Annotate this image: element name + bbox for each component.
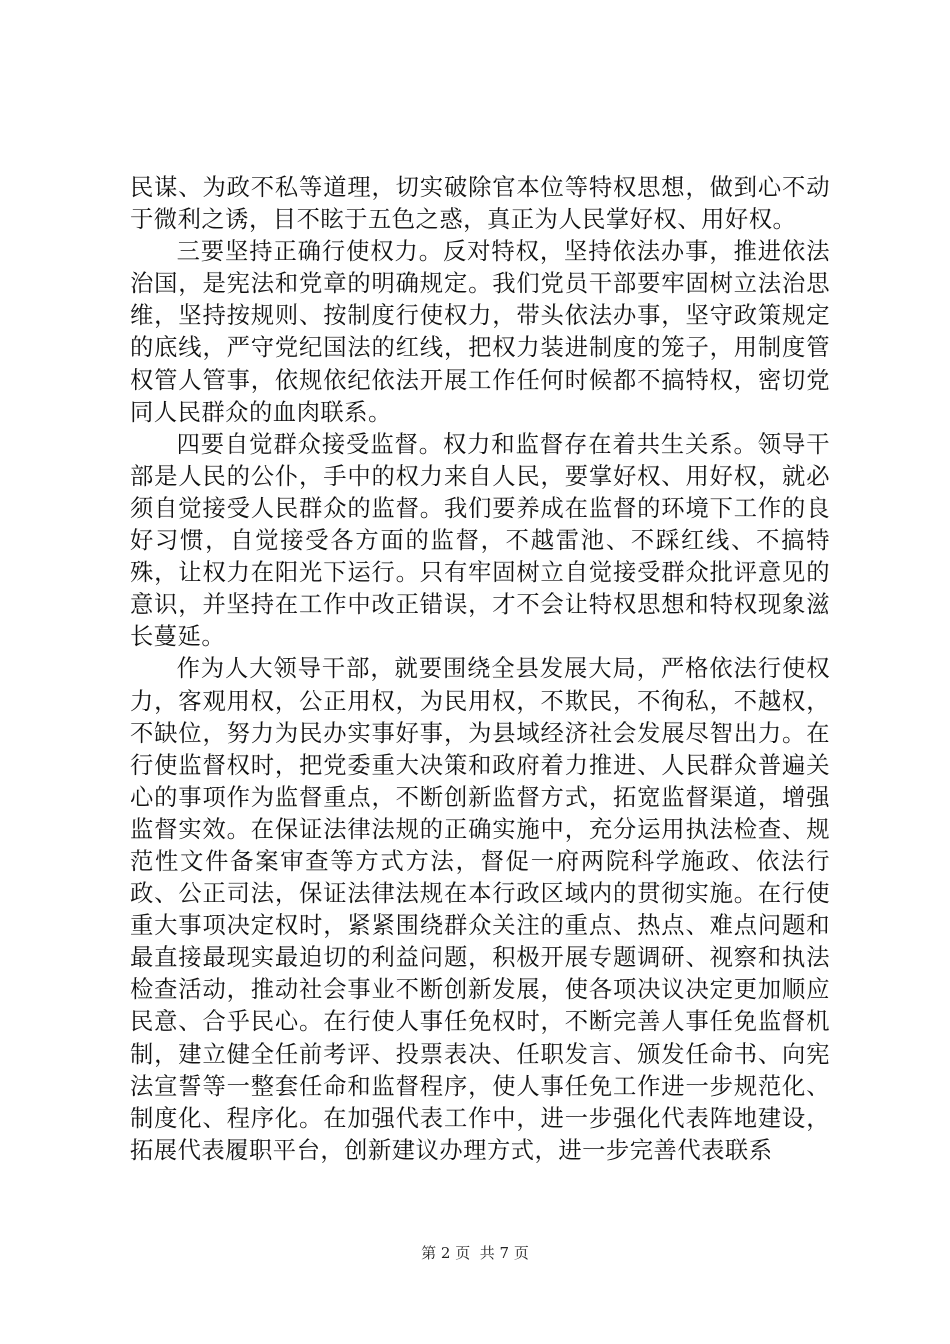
paragraph-continuation: 民谋、为政不私等道理，切实破除官本位等特权思想，做到心不动于微利之诱，目不眩于五色之惑，真正为人民掌好权、用好权。 [130,174,830,234]
body-text [130,172,830,1167]
paragraph-three-exercise-power: 三要坚持正确行使权力。反对特权，坚持依法办事，推进依法治国，是宪法和党章的明确规定。我们党员干部要牢固树立法治思维，坚持按规则、按制度行使权力，带头依法办事，坚守政策规定的底线，严守党纪国法的红线，把权力装进制度的笼子，用制度管权管人管事，依规依纪依法开展工作任何时候都不搞特权，密切党同人民群众的血肉联系。 [130,238,830,426]
paragraph-npc-leadership: 作为人大领导干部，就要围绕全县发展大局，严格依法行使权力，客观用权，公正用权，为民用权，不欺民，不徇私，不越权，不缺位，努力为民办实事好事，为县域经济社会发展尽智出力。在行使监督权时，把党委重大决策和政府着力推进、人民群众普遍关心的事项作为监督重点，不断创新监督方式，拓宽监督渠道，增强监督实效。在保证法律法规的正确实施中，充分运用执法检查、规范性文件备案审查等方式方法，督促一府两院科学施政、依法行政、公正司法，保证法律法规在本行政区域内的贯彻实施。在行使重大事项决定权时，紧紧围绕群众关注的重点、热点、难点问题和最直接最现实最迫切的利益问题，积极开展专题调研、视察和执法检查活动，推动社会事业不断创新发展，使各项决议决定更加顺应民意、合乎民心。在行使人事任免权时，不断完善人事任免监督机制，建立健全任前考评、投票表决、任职发言、颁发任命书、向宪法宣誓等一整套任命和监督程序，使人事任免工作进一步规范化、制度化、程序化。在加强代表工作中，进一步强化代表阵地建设，拓展代表履职平台，创新建议办理方式，进一步完善代表联系 [130,655,830,1164]
page-number-footer: 第 2 页 共 7 页 [421,1244,529,1262]
paragraph-four-accept-supervision: 四要自觉群众接受监督。权力和监督存在着共生关系。领导干部是人民的公仆，手中的权力来自人民，要掌好权、用好权，就必须自觉接受人民群众的监督。我们要养成在监督的环境下工作的良好习惯，自觉接受各方面的监督，不越雷池、不踩红线、不搞特殊，让权力在阳光下运行。只有牢固树立自觉接受群众批评意见的意识，并坚持在工作中改正错误，才不会让特权思想和特权现象滋长蔓延。 [130,430,830,651]
